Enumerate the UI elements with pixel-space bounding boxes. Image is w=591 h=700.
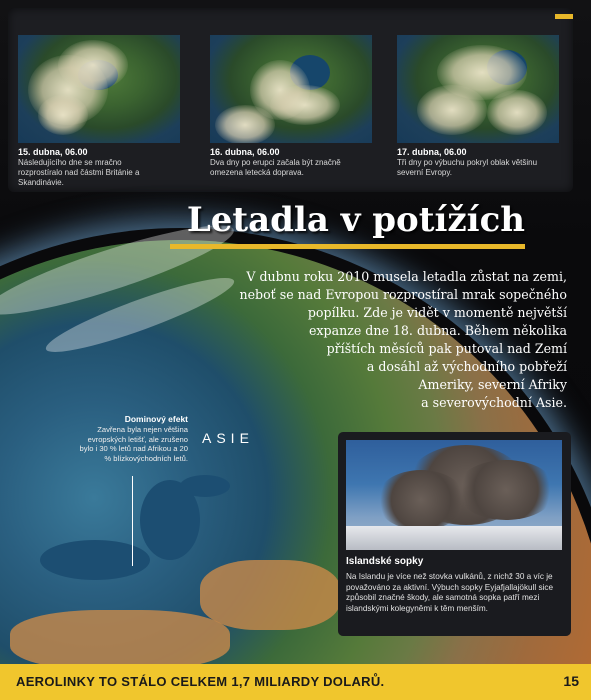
intro-line: V dubnu roku 2010 musela letadla zůstat na zemi,	[246, 269, 567, 284]
page-title: Letadla v potížích	[186, 200, 525, 240]
footer-bar	[0, 664, 591, 700]
map-card-15	[18, 35, 180, 188]
title-underline	[170, 244, 525, 249]
intro-line: expanze dne 18. dubna. Během několika	[308, 323, 567, 338]
volcano-sidebar	[338, 432, 571, 636]
map-card-16	[210, 35, 372, 178]
map-caption: Následujícího dne se mračno rozprostíralo nad částmi Británie a Skandinávie.	[18, 158, 140, 187]
intro-paragraph	[227, 268, 567, 412]
desert-region	[200, 560, 340, 630]
map-card-17	[397, 35, 559, 178]
volcano-photo	[346, 440, 562, 550]
desert-region	[10, 610, 230, 670]
map-caption: Tři dny po výbuchu pokryl oblak většinu severní Evropy.	[397, 158, 538, 177]
callout-text: Zavřena byla nejen většina evropských letišť, ale zrušeno bylo i 30 % letů nad Afrikou a 20 % blízkovýchodních letů.	[79, 425, 188, 463]
aral-sea	[180, 475, 230, 497]
map-date: 15. dubna, 06.00	[18, 147, 88, 157]
intro-line: Ameriky, severní Afriky	[418, 377, 567, 392]
intro-line: a dosáhl až východního pobřeží	[366, 359, 567, 374]
map-date: 16. dubna, 06.00	[210, 147, 280, 157]
gold-accent	[555, 14, 573, 19]
black-sea	[40, 540, 150, 580]
map-date: 17. dubna, 06.00	[397, 147, 467, 157]
intro-line: příštích měsíců pak putoval nad Zemí	[326, 341, 567, 356]
map-label-asia: ASIE	[202, 430, 254, 446]
title-block	[165, 196, 545, 252]
domino-effect-callout	[78, 414, 188, 463]
intro-line: neboť se nad Evropou rozprostíral mrak sopečného	[239, 287, 567, 302]
intro-line: popílku. Zde je vidět v momentě největší	[307, 305, 567, 320]
sidebar-text: Na Islandu je více než stovka vulkánů, z nichž 30 a víc je považováno za aktivní. Výbuch sopky Eyjafjallajökull sice způsobil značné škody, ale samotná sopka patří mezi islandskými kolegyněmi k těm menším.	[346, 572, 554, 613]
europe-map-image	[18, 35, 180, 143]
map-caption: Dva dny po erupci začala být značně omezena letecká doprava.	[210, 158, 341, 177]
page-number: 15	[563, 673, 579, 689]
europe-map-image	[397, 35, 559, 143]
map-panel	[8, 8, 573, 192]
footer-fact: AEROLINKY TO STÁLO CELKEM 1,7 MILIARDY DOLARŮ.	[16, 674, 385, 689]
callout-title: Dominový efekt	[124, 414, 188, 424]
intro-line: a severovýchodní Asie.	[421, 395, 567, 410]
callout-pointer-line	[132, 476, 133, 566]
sidebar-title: Islandské sopky	[346, 556, 424, 567]
europe-map-image	[210, 35, 372, 143]
